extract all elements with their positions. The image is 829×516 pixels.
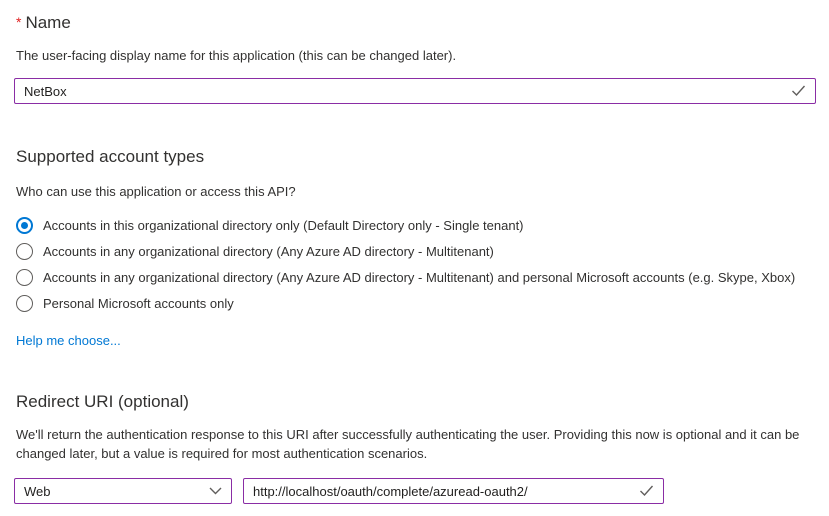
name-section-title [16,11,816,34]
radio-option-label: Accounts in this organizational directory only (Default Directory only - Single tenant) [43,217,524,233]
redirect-uri-description: We'll return the authentication response to this URI after successfully authenticating the user. Providing this now is optional and it can be changed later, but a value is required for most authentication scenarios. [16,427,800,461]
name-input[interactable] [14,78,816,104]
name-description: The user-facing display name for this application (this can be changed later). [16,48,457,63]
redirect-uri-input[interactable] [243,478,664,504]
name-input-value: NetBox [24,83,67,99]
radio-option-label: Accounts in any organizational directory (Any Azure AD directory - Multitenant) [43,243,494,259]
chevron-down-icon [209,487,222,495]
account-types-radio-group [14,212,816,316]
radio-unselected-icon[interactable] [16,269,33,286]
radio-option-multitenant-personal[interactable] [14,264,816,290]
redirect-uri-row [14,478,816,504]
name-section-title-text: Name [25,13,71,32]
radio-option-personal-only[interactable] [14,290,816,316]
redirect-uri-section-title: Redirect URI (optional) [16,392,189,411]
account-types-section-title: Supported account types [16,147,205,166]
checkmark-icon [639,485,654,497]
platform-select[interactable] [14,478,232,504]
radio-unselected-icon[interactable] [16,243,33,260]
redirect-uri-input-value: http://localhost/oauth/complete/azuread-oauth2/ [253,483,528,499]
account-types-question: Who can use this application or access this API? [16,184,296,199]
radio-selected-icon[interactable] [16,217,33,234]
checkmark-icon [791,85,806,97]
radio-option-label: Personal Microsoft accounts only [43,295,234,311]
required-asterisk: * [16,14,22,30]
radio-option-multitenant[interactable] [14,238,816,264]
radio-unselected-icon[interactable] [16,295,33,312]
platform-select-value: Web [24,483,51,499]
radio-option-single-tenant[interactable] [14,212,816,238]
help-me-choose-link[interactable]: Help me choose... [16,333,121,348]
radio-option-label: Accounts in any organizational directory (Any Azure AD directory - Multitenant) and personal Microsoft accounts (e.g. Skype, Xbox) [43,269,796,285]
